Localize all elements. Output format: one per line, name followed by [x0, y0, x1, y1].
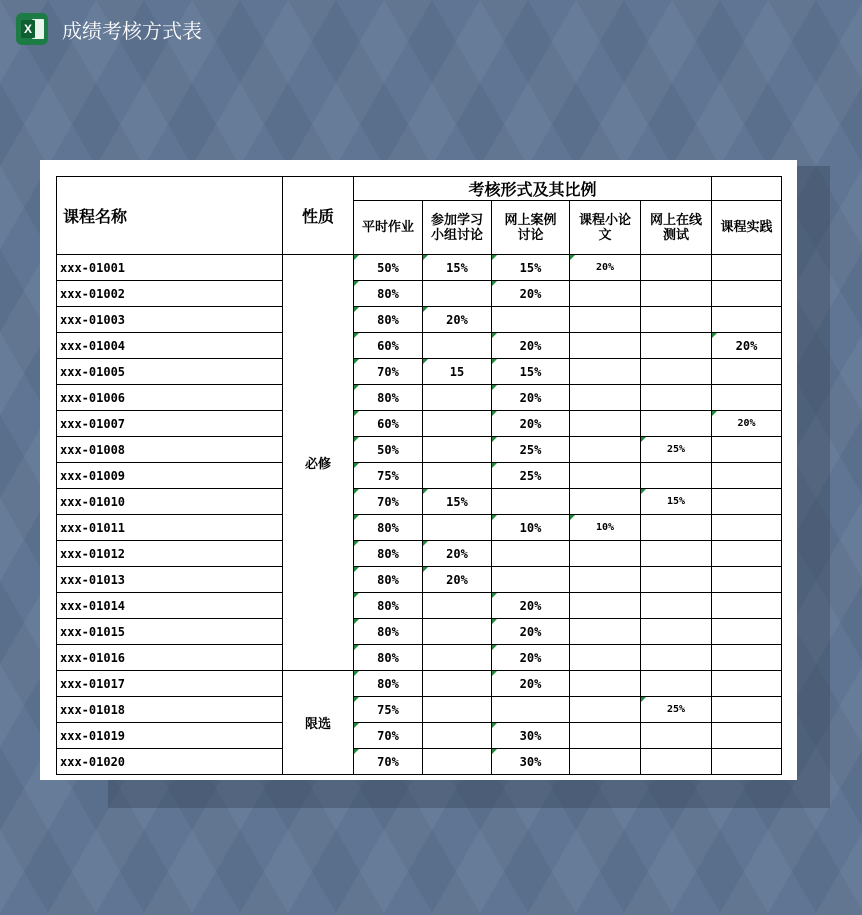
ratio-cell[interactable] — [641, 619, 712, 645]
nature-cell[interactable]: 限选 — [283, 671, 354, 775]
ratio-cell[interactable] — [423, 671, 492, 697]
ratio-cell[interactable] — [423, 619, 492, 645]
ratio-cell[interactable]: 20% — [492, 619, 570, 645]
ratio-cell[interactable] — [570, 385, 641, 411]
ratio-cell[interactable]: 15% — [492, 359, 570, 385]
ratio-cell[interactable] — [423, 437, 492, 463]
ratio-cell[interactable]: 20% — [712, 333, 782, 359]
table-row — [57, 385, 782, 411]
ratio-cell[interactable] — [712, 437, 782, 463]
header-method: 网上案例 讨论 — [492, 201, 570, 255]
course-name-cell[interactable]: xxx-01001 — [57, 255, 283, 281]
ratio-cell[interactable] — [641, 463, 712, 489]
ratio-cell[interactable]: 50% — [354, 255, 423, 281]
ratio-cell[interactable] — [641, 515, 712, 541]
ratio-cell[interactable] — [423, 697, 492, 723]
ratio-cell[interactable]: 80% — [354, 515, 423, 541]
ratio-cell[interactable] — [570, 307, 641, 333]
ratio-cell[interactable]: 80% — [354, 671, 423, 697]
ratio-cell[interactable] — [423, 281, 492, 307]
ratio-cell[interactable]: 25% — [492, 463, 570, 489]
header-method: 参加学习 小组讨论 — [423, 201, 492, 255]
ratio-cell[interactable] — [570, 411, 641, 437]
ratio-cell[interactable] — [423, 593, 492, 619]
header-method: 平时作业 — [354, 201, 423, 255]
ratio-cell[interactable] — [712, 359, 782, 385]
ratio-cell[interactable] — [570, 567, 641, 593]
table-row — [57, 541, 782, 567]
ratio-cell[interactable] — [423, 723, 492, 749]
ratio-cell[interactable] — [492, 489, 570, 515]
ratio-cell[interactable]: 80% — [354, 385, 423, 411]
ratio-cell[interactable]: 75% — [354, 697, 423, 723]
ratio-cell[interactable]: 20% — [712, 411, 782, 437]
table-row — [57, 671, 782, 697]
table-row — [57, 567, 782, 593]
ratio-cell[interactable]: 70% — [354, 749, 423, 775]
ratio-cell[interactable]: 80% — [354, 567, 423, 593]
course-name-cell[interactable]: xxx-01018 — [57, 697, 283, 723]
course-name-cell[interactable]: xxx-01010 — [57, 489, 283, 515]
table-row — [57, 619, 782, 645]
ratio-cell[interactable] — [712, 463, 782, 489]
table-row — [57, 255, 782, 281]
course-name-cell[interactable]: xxx-01012 — [57, 541, 283, 567]
course-name-cell[interactable]: xxx-01019 — [57, 723, 283, 749]
ratio-cell[interactable] — [641, 723, 712, 749]
ratio-cell[interactable] — [641, 645, 712, 671]
ratio-cell[interactable]: 30% — [492, 749, 570, 775]
ratio-cell[interactable] — [712, 255, 782, 281]
ratio-cell[interactable] — [641, 255, 712, 281]
ratio-cell[interactable]: 15% — [423, 489, 492, 515]
table-row — [57, 723, 782, 749]
ratio-cell[interactable] — [641, 593, 712, 619]
table-row — [57, 489, 782, 515]
ratio-cell[interactable]: 20% — [570, 255, 641, 281]
course-name-cell[interactable]: xxx-01008 — [57, 437, 283, 463]
ratio-cell[interactable] — [712, 567, 782, 593]
ratio-cell[interactable] — [492, 697, 570, 723]
ratio-cell[interactable] — [641, 333, 712, 359]
ratio-cell[interactable]: 10% — [492, 515, 570, 541]
header-method: 网上在线 测试 — [641, 201, 712, 255]
ratio-cell[interactable] — [712, 619, 782, 645]
ratio-cell[interactable]: 20% — [423, 567, 492, 593]
header-assessment-group: 考核形式及其比例 — [354, 177, 712, 201]
course-name-cell[interactable]: xxx-01013 — [57, 567, 283, 593]
ratio-cell[interactable] — [492, 567, 570, 593]
ratio-cell[interactable]: 20% — [492, 333, 570, 359]
ratio-cell[interactable] — [712, 281, 782, 307]
ratio-cell[interactable] — [641, 359, 712, 385]
table-row — [57, 307, 782, 333]
ratio-cell[interactable]: 70% — [354, 489, 423, 515]
ratio-cell[interactable] — [423, 411, 492, 437]
ratio-cell[interactable] — [423, 645, 492, 671]
ratio-cell[interactable]: 15 — [423, 359, 492, 385]
table-row — [57, 437, 782, 463]
ratio-cell[interactable] — [712, 671, 782, 697]
ratio-cell[interactable] — [570, 593, 641, 619]
table-row — [57, 411, 782, 437]
ratio-cell[interactable] — [712, 697, 782, 723]
table-row — [57, 359, 782, 385]
ratio-cell[interactable] — [641, 567, 712, 593]
course-name-cell[interactable]: xxx-01014 — [57, 593, 283, 619]
ratio-cell[interactable] — [570, 281, 641, 307]
ratio-cell[interactable]: 10% — [570, 515, 641, 541]
ratio-cell[interactable] — [570, 749, 641, 775]
table-row — [57, 463, 782, 489]
course-name-cell[interactable]: xxx-01009 — [57, 463, 283, 489]
ratio-cell[interactable]: 15% — [641, 489, 712, 515]
ratio-cell[interactable] — [712, 385, 782, 411]
course-name-cell[interactable]: xxx-01015 — [57, 619, 283, 645]
ratio-cell[interactable]: 20% — [423, 541, 492, 567]
ratio-cell[interactable]: 80% — [354, 281, 423, 307]
ratio-cell[interactable]: 20% — [492, 281, 570, 307]
title-bar — [16, 12, 202, 46]
nature-cell[interactable]: 必修 — [283, 255, 354, 671]
table-row — [57, 645, 782, 671]
ratio-cell[interactable] — [570, 541, 641, 567]
ratio-cell[interactable]: 20% — [492, 645, 570, 671]
ratio-cell[interactable] — [492, 541, 570, 567]
ratio-cell[interactable] — [570, 437, 641, 463]
ratio-cell[interactable] — [641, 281, 712, 307]
ratio-cell[interactable]: 60% — [354, 333, 423, 359]
ratio-cell[interactable]: 25% — [492, 437, 570, 463]
ratio-cell[interactable]: 70% — [354, 723, 423, 749]
ratio-cell[interactable]: 70% — [354, 359, 423, 385]
ratio-cell[interactable] — [641, 541, 712, 567]
ratio-cell[interactable] — [423, 385, 492, 411]
course-name-cell[interactable]: xxx-01006 — [57, 385, 283, 411]
ratio-cell[interactable] — [570, 359, 641, 385]
table-row — [57, 749, 782, 775]
ratio-cell[interactable]: 15% — [423, 255, 492, 281]
ratio-cell[interactable] — [570, 489, 641, 515]
ratio-cell[interactable] — [492, 307, 570, 333]
ratio-cell[interactable] — [570, 645, 641, 671]
header-course-name: 课程名称 — [57, 177, 283, 255]
ratio-cell[interactable]: 50% — [354, 437, 423, 463]
table-row — [57, 333, 782, 359]
ratio-cell[interactable]: 80% — [354, 307, 423, 333]
ratio-cell[interactable] — [712, 723, 782, 749]
ratio-cell[interactable] — [712, 489, 782, 515]
course-name-cell[interactable]: xxx-01017 — [57, 671, 283, 697]
ratio-cell[interactable]: 20% — [492, 385, 570, 411]
ratio-cell[interactable] — [712, 749, 782, 775]
header-method: 课程实践 — [712, 201, 782, 255]
ratio-cell[interactable]: 80% — [354, 593, 423, 619]
ratio-cell[interactable] — [712, 593, 782, 619]
table-row — [57, 697, 782, 723]
ratio-cell[interactable] — [423, 333, 492, 359]
course-name-cell[interactable]: xxx-01003 — [57, 307, 283, 333]
window-title: 成绩考核方式表 — [62, 18, 202, 43]
header-nature: 性质 — [283, 177, 354, 255]
ratio-cell[interactable] — [641, 385, 712, 411]
ratio-cell[interactable] — [712, 515, 782, 541]
ratio-cell[interactable] — [570, 723, 641, 749]
ratio-cell[interactable]: 75% — [354, 463, 423, 489]
ratio-cell[interactable]: 15% — [492, 255, 570, 281]
ratio-cell[interactable]: 80% — [354, 619, 423, 645]
ratio-cell[interactable]: 20% — [492, 411, 570, 437]
ratio-cell[interactable] — [641, 671, 712, 697]
ratio-cell[interactable] — [423, 463, 492, 489]
table-row — [57, 515, 782, 541]
header-blank — [712, 177, 782, 201]
spreadsheet-card — [40, 160, 797, 780]
ratio-cell[interactable] — [423, 749, 492, 775]
ratio-cell[interactable] — [641, 307, 712, 333]
assessment-table — [56, 176, 782, 775]
course-name-cell[interactable]: xxx-01004 — [57, 333, 283, 359]
table-row — [57, 593, 782, 619]
course-name-cell[interactable]: xxx-01011 — [57, 515, 283, 541]
ratio-cell[interactable] — [423, 515, 492, 541]
ratio-cell[interactable]: 25% — [641, 697, 712, 723]
ratio-cell[interactable]: 30% — [492, 723, 570, 749]
course-name-cell[interactable]: xxx-01007 — [57, 411, 283, 437]
course-name-cell[interactable]: xxx-01020 — [57, 749, 283, 775]
ratio-cell[interactable] — [570, 697, 641, 723]
ratio-cell[interactable] — [570, 463, 641, 489]
ratio-cell[interactable] — [641, 749, 712, 775]
ratio-cell[interactable]: 80% — [354, 541, 423, 567]
header-method: 课程小论 文 — [570, 201, 641, 255]
course-name-cell[interactable]: xxx-01002 — [57, 281, 283, 307]
ratio-cell[interactable] — [712, 307, 782, 333]
ratio-cell[interactable] — [712, 645, 782, 671]
table-row — [57, 281, 782, 307]
ratio-cell[interactable] — [570, 671, 641, 697]
ratio-cell[interactable] — [712, 541, 782, 567]
excel-icon: X — [16, 13, 48, 45]
ratio-cell[interactable] — [570, 619, 641, 645]
ratio-cell[interactable]: 80% — [354, 645, 423, 671]
ratio-cell[interactable]: 20% — [492, 593, 570, 619]
ratio-cell[interactable]: 20% — [492, 671, 570, 697]
ratio-cell[interactable] — [570, 333, 641, 359]
ratio-cell[interactable]: 60% — [354, 411, 423, 437]
ratio-cell[interactable] — [641, 411, 712, 437]
course-name-cell[interactable]: xxx-01005 — [57, 359, 283, 385]
course-name-cell[interactable]: xxx-01016 — [57, 645, 283, 671]
ratio-cell[interactable]: 25% — [641, 437, 712, 463]
ratio-cell[interactable]: 20% — [423, 307, 492, 333]
